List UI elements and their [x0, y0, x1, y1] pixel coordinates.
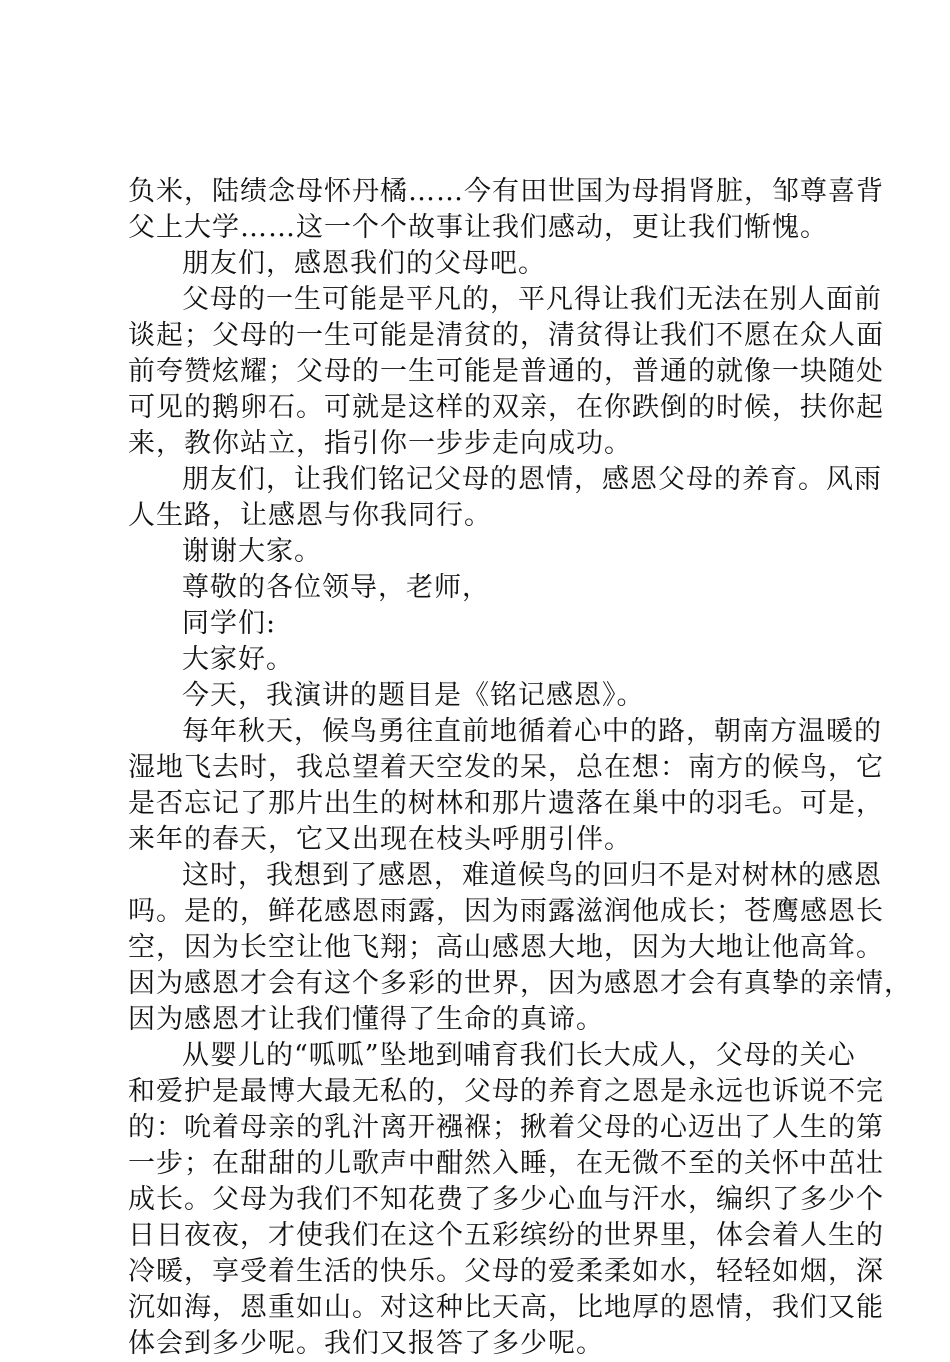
text-line: 体会到多少呢。我们又报答了多少呢。 [128, 1328, 604, 1359]
text-line: 负米，陆绩念母怀丹橘……今有田世国为母捐肾脏，邹尊喜背 [128, 176, 884, 207]
text-line: 吗。是的，鲜花感恩雨露，因为雨露滋润他成长；苍鹰感恩长 [128, 896, 884, 927]
text-line: 因为感恩才会有这个多彩的世界，因为感恩才会有真挚的亲情， [128, 968, 912, 999]
text-line: 是否忘记了那片出生的树林和那片遗落在巢中的羽毛。可是， [128, 788, 884, 819]
text-line: 成长。父母为我们不知花费了多少心血与汗水，编织了多少个 [128, 1184, 884, 1215]
text-line: 来，教你站立，指引你一步步走向成功。 [128, 428, 632, 459]
text-line: 冷暖，享受着生活的快乐。父母的爱柔柔如水，轻轻如烟，深 [128, 1256, 884, 1287]
document-body [128, 174, 912, 1362]
text-line: 前夸赞炫耀；父母的一生可能是普通的，普通的就像一块随处 [128, 356, 884, 387]
text-line: 这时，我想到了感恩，难道候鸟的回归不是对树林的感恩 [182, 860, 882, 891]
text-line: 谢谢大家。 [182, 536, 322, 567]
text-line: 每年秋天，候鸟勇往直前地循着心中的路，朝南方温暖的 [182, 716, 882, 747]
text-line: 空，因为长空让他飞翔；高山感恩大地，因为大地让他高耸。 [128, 932, 884, 963]
text-line: 日日夜夜，才使我们在这个五彩缤纷的世界里，体会着人生的 [128, 1220, 884, 1251]
text-line: 父上大学……这一个个故事让我们感动，更让我们惭愧。 [128, 212, 828, 243]
text-line: 从婴儿的“呱呱”坠地到哺育我们长大成人，父母的关心 [182, 1040, 856, 1071]
text-line: 人生路，让感恩与你我同行。 [128, 500, 492, 531]
text-line: 大家好。 [182, 644, 294, 675]
text-line: 朋友们，感恩我们的父母吧。 [182, 248, 546, 279]
text-line: 可见的鹅卵石。可就是这样的双亲，在你跌倒的时候，扶你起 [128, 392, 884, 423]
text-line: 的：吮着母亲的乳汁离开襁褓；揪着父母的心迈出了人生的第 [128, 1112, 884, 1143]
text-line: 来年的春天，它又出现在枝头呼朋引伴。 [128, 824, 632, 855]
text-line: 今天，我演讲的题目是《铭记感恩》。 [182, 680, 645, 711]
text-line: 和爱护是最博大最无私的，父母的养育之恩是永远也诉说不完 [128, 1076, 884, 1107]
text-line: 湿地飞去时，我总望着天空发的呆，总在想：南方的候鸟，它 [128, 752, 884, 783]
text-line: 朋友们，让我们铭记父母的恩情，感恩父母的养育。风雨 [182, 464, 882, 495]
text-line: 尊敬的各位领导，老师， [182, 572, 490, 603]
text-line: 同学们: [182, 608, 277, 639]
text-line: 因为感恩才让我们懂得了生命的真谛。 [128, 1004, 604, 1035]
text-line: 父母的一生可能是平凡的，平凡得让我们无法在别人面前 [182, 284, 882, 315]
text-line: 谈起；父母的一生可能是清贫的，清贫得让我们不愿在众人面 [128, 320, 884, 351]
text-line: 一步；在甜甜的儿歌声中酣然入睡，在无微不至的关怀中茁壮 [128, 1148, 884, 1179]
text-line: 沉如海，恩重如山。对这种比天高，比地厚的恩情，我们又能 [128, 1292, 884, 1323]
